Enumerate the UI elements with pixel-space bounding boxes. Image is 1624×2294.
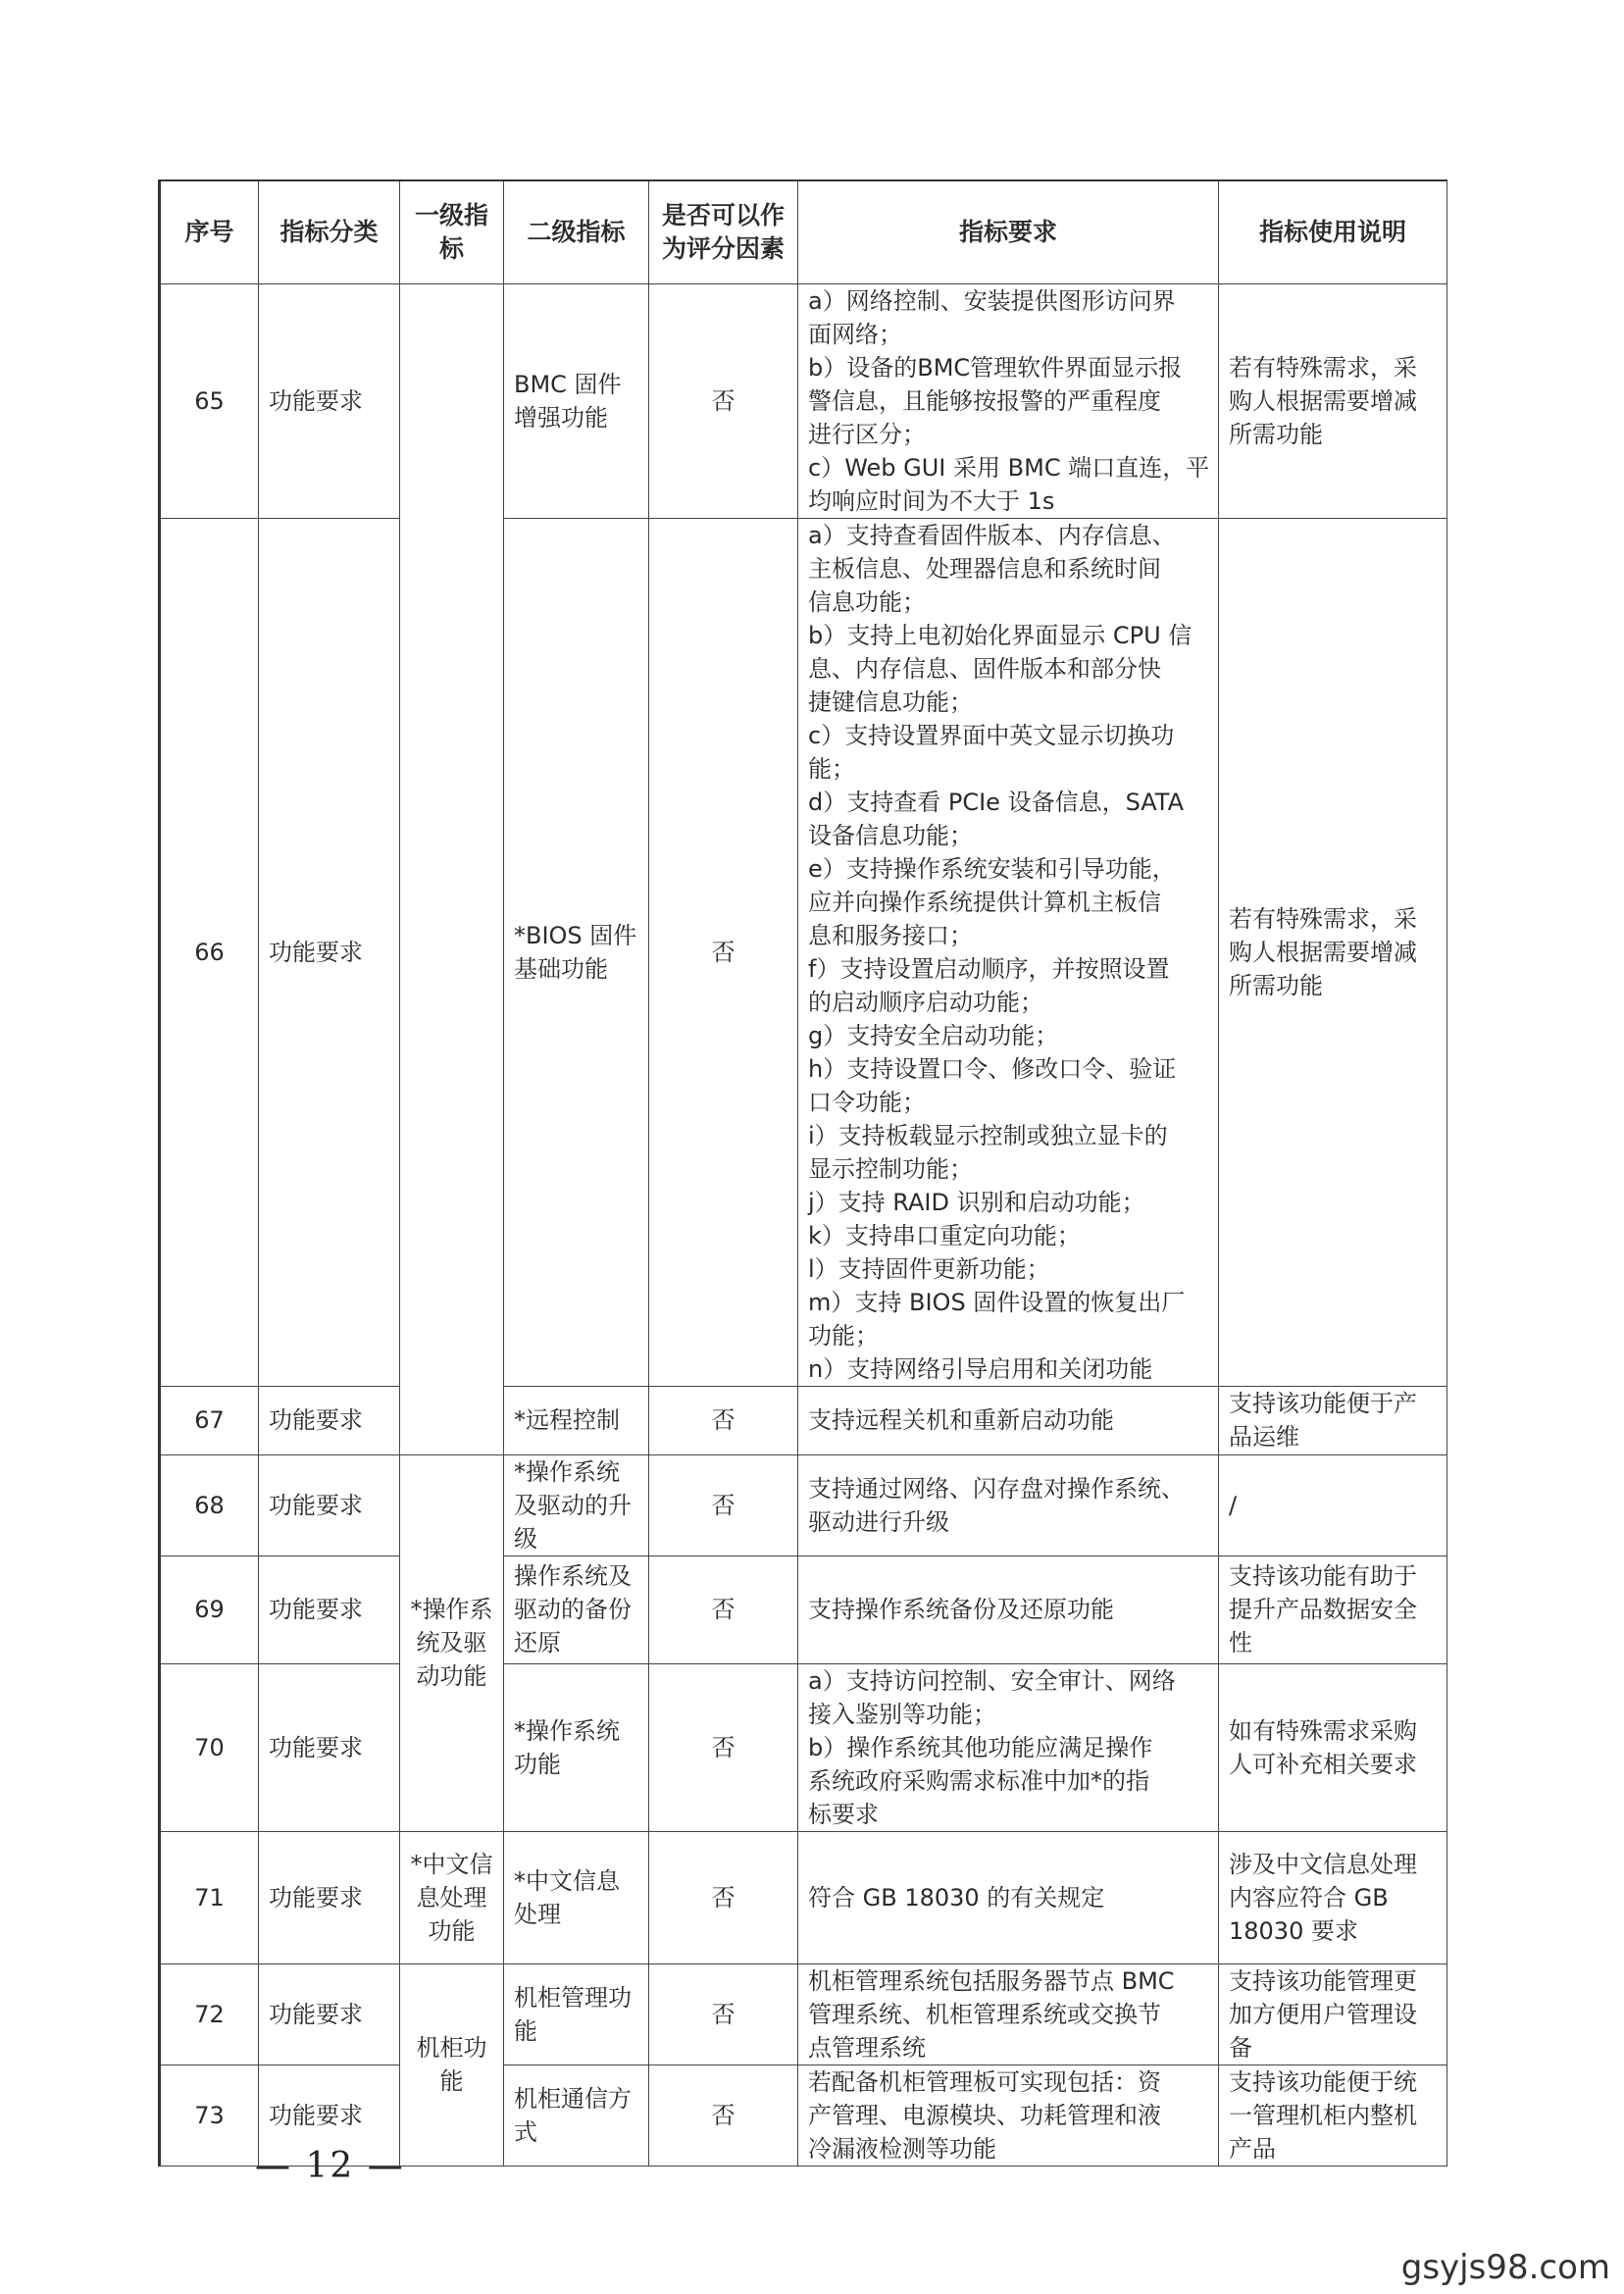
row-level2: 机柜通信方式 [504, 2065, 649, 2166]
row-scoring: 否 [649, 518, 798, 1386]
requirement-line: l）支持固件更新功能； [808, 1254, 1050, 1283]
row-level1-empty [400, 283, 504, 1454]
requirement-line: b）支持上电初始化界面显示 CPU 信 [808, 621, 1193, 649]
header-level1: 一级指标 [400, 180, 504, 283]
row-level2: *中文信息处理 [504, 1831, 649, 1963]
row-note: 若有特殊需求，采购人根据需要增减所需功能 [1219, 518, 1447, 1386]
table-row [160, 1831, 1447, 1963]
row-category: 功能要求 [259, 1963, 400, 2065]
row-scoring: 否 [649, 1555, 798, 1663]
requirement-line: k）支持串口重定向功能； [808, 1221, 1081, 1249]
requirement-line: 接入鉴别等功能； [808, 1700, 996, 1728]
row-level2: *操作系统功能 [504, 1663, 649, 1831]
requirement-line: 信息功能； [808, 587, 926, 616]
requirement-line: 功能； [808, 1321, 879, 1350]
row-note: 支持该功能便于产品运维 [1219, 1386, 1447, 1454]
row-requirement [798, 283, 1219, 518]
header-note: 指标使用说明 [1219, 180, 1447, 283]
header-row [160, 180, 1447, 283]
requirement-line: h）支持设置口令、修改口令、验证 [808, 1054, 1177, 1083]
requirement-line: 符合 GB 18030 的有关规定 [808, 1883, 1105, 1912]
row-requirement [798, 1963, 1219, 2065]
table-row [160, 518, 1447, 1386]
requirement-line: 机柜管理系统包括服务器节点 BMC [808, 1966, 1175, 1995]
header-scoring: 是否可以作为评分因素 [649, 180, 798, 283]
level1-label: *操作系统及驱动功能 [410, 1596, 493, 1690]
requirement-line: 捷键信息功能； [808, 688, 973, 716]
row-category: 功能要求 [259, 1454, 400, 1555]
row-category: 功能要求 [259, 283, 400, 518]
watermark: gsyjs98.com [1400, 2248, 1610, 2287]
requirement-line: b）操作系统其他功能应满足操作 [808, 1733, 1153, 1761]
table-row [160, 283, 1447, 518]
requirement-line: 支持通过网络、闪存盘对操作系统、 [808, 1474, 1185, 1503]
requirement-line: 口令功能； [808, 1088, 926, 1116]
requirement-line: 系统政府采购需求标准中加*的指 [808, 1766, 1149, 1795]
row-note: 支持该功能便于统一管理机柜内整机产品 [1219, 2065, 1447, 2166]
row-note: 涉及中文信息处理内容应符合 GB 18030 要求 [1219, 1831, 1447, 1963]
requirement-line: e）支持操作系统安装和引导功能， [808, 854, 1176, 883]
row-category: 功能要求 [259, 1663, 400, 1831]
row-note: / [1219, 1454, 1447, 1555]
requirement-line: 标要求 [808, 1800, 879, 1828]
row-requirement [798, 1386, 1219, 1454]
row-level2: *操作系统及驱动的升级 [504, 1454, 649, 1555]
row-category: 功能要求 [259, 2065, 400, 2166]
row-requirement [798, 518, 1219, 1386]
requirement-line: j）支持 RAID 识别和启动功能； [808, 1188, 1145, 1216]
row-requirement [798, 1555, 1219, 1663]
requirement-line: 冷漏液检测等功能 [808, 2134, 996, 2163]
requirement-line: 能； [808, 754, 855, 783]
row-scoring: 否 [649, 2065, 798, 2166]
row-requirement [798, 1454, 1219, 1555]
requirement-line: 产管理、电源模块、功耗管理和液 [808, 2101, 1161, 2129]
row-scoring: 否 [649, 1386, 798, 1454]
row-scoring: 否 [649, 1663, 798, 1831]
header-requirement: 指标要求 [798, 180, 1219, 283]
requirement-line: 进行区分； [808, 420, 926, 448]
row-num: 71 [160, 1831, 259, 1963]
row-category: 功能要求 [259, 1555, 400, 1663]
requirement-line: 点管理系统 [808, 2033, 926, 2062]
requirement-line: i）支持板载显示控制或独立显卡的 [808, 1121, 1168, 1149]
row-scoring: 否 [649, 283, 798, 518]
spec-table [158, 179, 1447, 2167]
requirement-line: b）设备的BMC管理软件界面显示报 [808, 353, 1183, 382]
requirement-line: 支持远程关机和重新启动功能 [808, 1406, 1114, 1434]
row-num: 66 [160, 518, 259, 1386]
requirement-line: a）支持访问控制、安全审计、网络 [808, 1666, 1176, 1695]
row-scoring: 否 [649, 1831, 798, 1963]
row-level2: *远程控制 [504, 1386, 649, 1454]
requirement-line: 管理系统、机柜管理系统或交换节 [808, 2000, 1161, 2028]
requirement-line: d）支持查看 PCIe 设备信息，SATA [808, 788, 1185, 816]
row-level2: *BIOS 固件基础功能 [504, 518, 649, 1386]
row-level2: 机柜管理功能 [504, 1963, 649, 2065]
requirement-line: 设备信息功能； [808, 821, 973, 849]
row-scoring: 否 [649, 1454, 798, 1555]
requirement-line: m）支持 BIOS 固件设置的恢复出厂 [808, 1288, 1186, 1316]
row-category: 功能要求 [259, 1831, 400, 1963]
requirement-line: 支持操作系统备份及还原功能 [808, 1596, 1114, 1623]
requirement-line: c）支持设置界面中英文显示切换功 [808, 721, 1175, 749]
row-note: 支持该功能管理更加方便用户管理设备 [1219, 1963, 1447, 2065]
row-level1 [400, 1963, 504, 2166]
row-num: 73 [160, 2065, 259, 2166]
requirement-line: 应并向操作系统提供计算机主板信 [808, 888, 1161, 916]
level1-label: 机柜功能 [416, 2034, 487, 2095]
row-num: 65 [160, 283, 259, 518]
requirement-line: 警信息，且能够按报警的严重程度 [808, 386, 1161, 415]
row-scoring: 否 [649, 1963, 798, 2065]
requirement-line: 驱动进行升级 [808, 1507, 949, 1536]
requirement-line: 显示控制功能； [808, 1154, 973, 1183]
row-category: 功能要求 [259, 1386, 400, 1454]
row-requirement [798, 1831, 1219, 1963]
row-num: 69 [160, 1555, 259, 1663]
requirement-line: 均响应时间为不大于 1s [808, 486, 1055, 515]
row-num: 72 [160, 1963, 259, 2065]
requirement-line: g）支持安全启动功能； [808, 1021, 1059, 1049]
requirement-line: 若配备机柜管理板可实现包括：资 [808, 2067, 1161, 2096]
row-category: 功能要求 [259, 518, 400, 1386]
requirement-line: a）网络控制、安装提供图形访问界 [808, 286, 1176, 315]
row-level2: 操作系统及驱动的备份还原 [504, 1555, 649, 1663]
row-note: 如有特殊需求采购人可补充相关要求 [1219, 1663, 1447, 1831]
requirement-line: 息、内存信息、固件版本和部分快 [808, 654, 1161, 683]
table-row [160, 1963, 1447, 2065]
requirement-line: 面网络； [808, 320, 902, 348]
requirement-line: 的启动顺序启动功能； [808, 988, 1043, 1016]
header-level2: 二级指标 [504, 180, 649, 283]
requirement-line: a）支持查看固件版本、内存信息、 [808, 521, 1176, 549]
row-requirement [798, 2065, 1219, 2166]
header-category: 指标分类 [259, 180, 400, 283]
row-level1 [400, 1831, 504, 1963]
header-num: 序号 [160, 180, 259, 283]
row-level1 [400, 1454, 504, 1831]
row-num: 67 [160, 1386, 259, 1454]
page-number: — 12 — [255, 2146, 405, 2186]
requirement-line: 息和服务接口； [808, 921, 973, 949]
table-row [160, 1555, 1447, 1663]
row-num: 70 [160, 1663, 259, 1831]
row-level2: BMC 固件增强功能 [504, 283, 649, 518]
requirement-line: n）支持网络引导启用和关闭功能 [808, 1354, 1153, 1383]
row-requirement [798, 1663, 1219, 1831]
table-row [160, 1454, 1447, 1555]
table-row [160, 1386, 1447, 1454]
level1-label: *中文信息处理功能 [410, 1850, 493, 1945]
table-row [160, 1663, 1447, 1831]
row-note: 支持该功能有助于提升产品数据安全性 [1219, 1555, 1447, 1663]
requirement-line: c）Web GUI 采用 BMC 端口直连，平 [808, 453, 1210, 482]
requirement-line: 主板信息、处理器信息和系统时间 [808, 554, 1161, 583]
row-num: 68 [160, 1454, 259, 1555]
requirement-line: f）支持设置启动顺序，并按照设置 [808, 954, 1170, 983]
row-note: 若有特殊需求，采购人根据需要增减所需功能 [1219, 283, 1447, 518]
